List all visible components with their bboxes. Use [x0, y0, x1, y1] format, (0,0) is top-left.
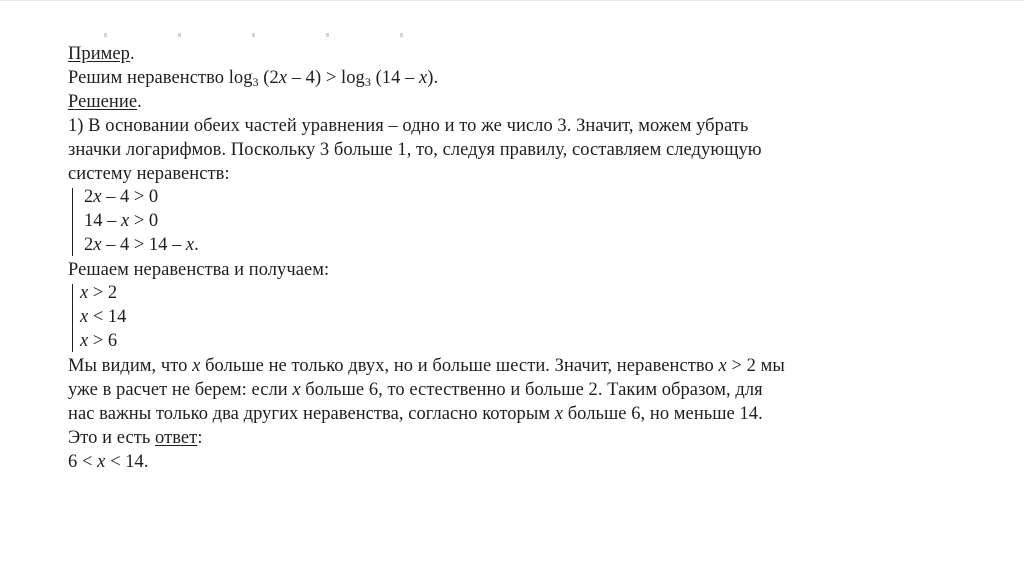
ineq-var-x: x [80, 331, 89, 351]
ineq-part: > 6 [88, 331, 118, 351]
text-part: > 2 мы [726, 356, 785, 376]
system1-inequality [84, 233, 199, 257]
ineq-var-x: x [80, 307, 89, 327]
text-part: уже в расчет не берем: если [68, 380, 293, 400]
problem-prefix: Решим неравенство log [68, 68, 253, 88]
answer-var-x: x [97, 452, 106, 472]
problem-statement [68, 66, 438, 90]
solution-heading-period: . [137, 92, 142, 112]
ineq-part: > 0 [129, 211, 159, 231]
example-heading-text: Пример [68, 44, 130, 64]
text-part: больше не только двух, но и больше шести. Значит, неравенство [200, 356, 719, 376]
var-x: x [192, 356, 201, 376]
ineq-part: > 2 [88, 283, 118, 303]
example-heading [68, 42, 135, 66]
paragraph2-line [68, 378, 763, 402]
answer-colon: : [197, 428, 203, 448]
ineq-part: – 4 > 14 – [101, 235, 186, 255]
system1-inequality [84, 185, 158, 209]
paragraph1-line: систему неравенств: [68, 164, 230, 184]
answer-part: 6 < [68, 452, 98, 472]
system2-inequality [80, 329, 117, 353]
ineq-var-x: x [93, 235, 102, 255]
text-part: нас важны только два других неравенства, согласно которым [68, 404, 555, 424]
ineq-part: . [194, 235, 199, 255]
text-part: больше 6, но меньше 14. [563, 404, 763, 424]
problem-var-x: x [419, 68, 428, 88]
ineq-var-x: x [185, 235, 195, 255]
solve-line: Решаем неравенства и получаем: [68, 260, 330, 280]
answer-word: ответ [155, 428, 198, 448]
ineq-var-x: x [121, 211, 130, 231]
answer-intro-line [68, 426, 203, 450]
answer-part: < 14. [105, 452, 149, 472]
solution-heading [68, 90, 142, 114]
log-base-1: 3 [252, 75, 259, 89]
problem-arg2-close: ). [427, 68, 439, 88]
ineq-part: 14 – [84, 211, 121, 231]
problem-var-x: x [278, 68, 288, 88]
ineq-part: 2 [84, 187, 94, 207]
text-part: Мы видим, что [68, 356, 193, 376]
problem-arg1-open: (2 [258, 68, 279, 88]
ineq-var-x: x [80, 283, 89, 303]
top-divider [0, 0, 1024, 1]
var-x: x [718, 356, 727, 376]
answer [68, 450, 149, 474]
paragraph2-line [68, 402, 763, 426]
system1-inequality [84, 209, 158, 233]
ineq-part: 2 [84, 235, 94, 255]
system-bracket-1 [72, 188, 76, 256]
system2-inequality [80, 281, 117, 305]
scan-artifact [66, 33, 446, 37]
ineq-var-x: x [93, 187, 102, 207]
var-x: x [292, 380, 301, 400]
text-part: больше 6, то естественно и больше 2. Таким образом, для [300, 380, 763, 400]
ineq-part: < 14 [88, 307, 127, 327]
answer-intro-text: Это и есть [68, 428, 156, 448]
solution-heading-text: Решение [68, 92, 138, 112]
log-base-2: 3 [364, 75, 371, 89]
problem-arg2-open: (14 – [370, 68, 420, 88]
paragraph2-line [68, 354, 785, 378]
paragraph1-line: 1) В основании обеих частей уравнения – одно и то же число 3. Значит, можем убрать [68, 116, 749, 136]
var-x: x [554, 404, 564, 424]
problem-arg1-rest: – 4) > log [287, 68, 365, 88]
ineq-part: – 4 > 0 [101, 187, 159, 207]
system-bracket-2 [72, 284, 76, 352]
example-heading-period: . [129, 44, 135, 64]
system2-inequality [80, 305, 126, 329]
paragraph1-line: значки логарифмов. Поскольку 3 больше 1, то, следуя правилу, составляем следующую [68, 140, 762, 160]
